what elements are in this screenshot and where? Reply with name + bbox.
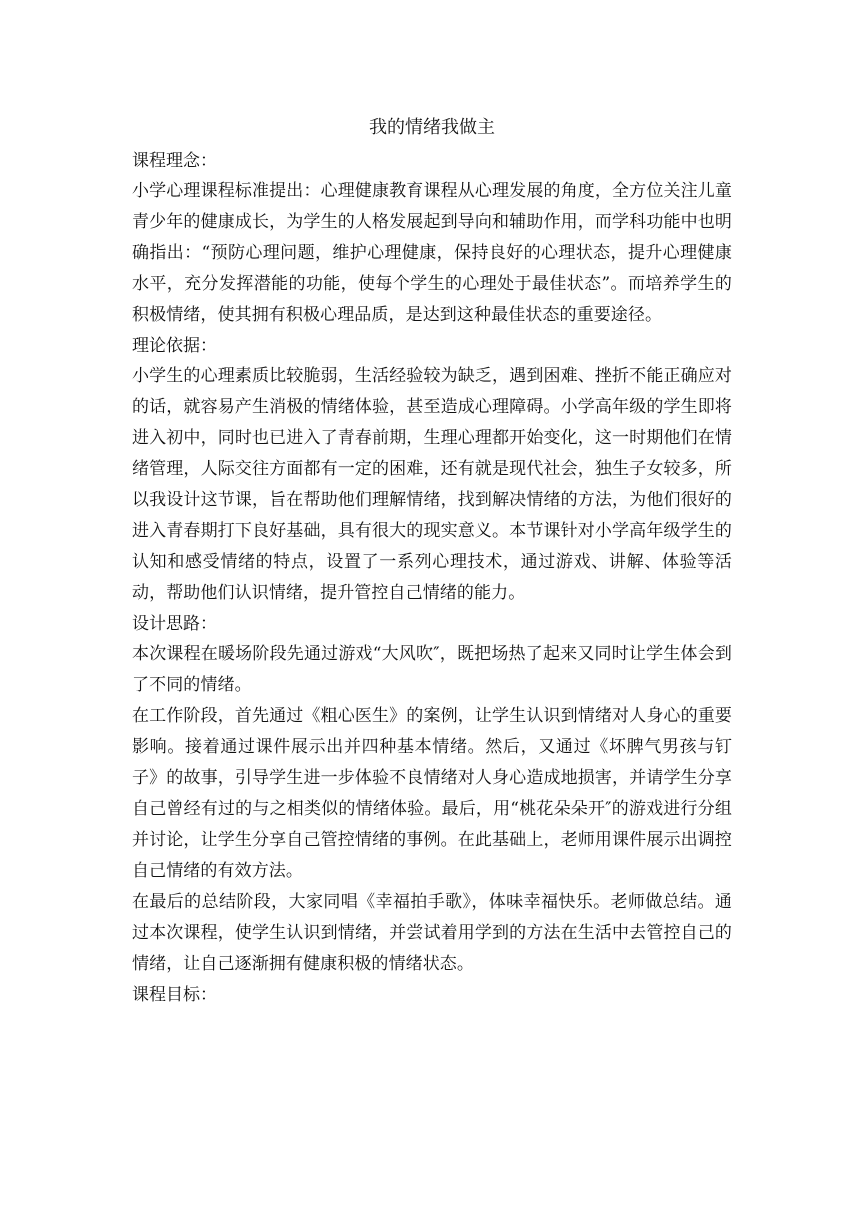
paragraph: 小学心理课程标准提出：心理健康教育课程从心理发展的角度，全方位关注儿童青少年的健康成长，为学生的人格发展起到导向和辅助作用，而学科功能中也明确指出：“预防心理问题，维护心理健康，保持良好的心理状态，提升心理健康水平，充分发挥潜能的功能，使每个学生的心理处于最佳状态”。而培养学生的积极情绪，使其拥有积极心理品质，是达到这种最佳状态的重要途径。 [132, 181, 732, 325]
paragraph: 在最后的总结阶段，大家同唱《幸福拍手歌》，体味幸福快乐。老师做总结。通过本次课程，使学生认识到情绪，并尝试着用学到的方法在生活中去管控自己的情绪，让自己逐渐拥有健康积极的情绪状态。 [132, 892, 732, 974]
section-heading-goals: 课程目标： [132, 985, 217, 1005]
document-title: 我的情绪我做主 [369, 117, 495, 138]
section-heading-theory: 理论依据： [132, 336, 217, 356]
document-page [132, 112, 732, 1010]
section-heading-design: 设计思路： [132, 614, 217, 634]
paragraph: 小学生的心理素质比较脆弱，生活经验较为缺乏，遇到困难、挫折不能正确应对的话，就容易产生消极的情绪体验，甚至造成心理障碍。小学高年级的学生即将进入初中，同时也已进入了青春前期，生理心理都开始变化，这一时期他们在情绪管理，人际交往方面都有一定的困难，还有就是现代社会，独生子女较多，所以我设计这节课，旨在帮助他们理解情绪，找到解决情绪的方法，为他们很好的进入青春期打下良好基础，具有很大的现实意义。本节课针对小学高年级学生的认知和感受情绪的特点，设置了一系列心理技术，通过游戏、讲解、体验等活动，帮助他们认识情绪，提升管控自己情绪的能力。 [132, 366, 732, 603]
paragraph: 在工作阶段，首先通过《粗心医生》的案例，让学生认识到情绪对人身心的重要影响。接着通过课件展示出并四种基本情绪。然后，又通过《坏脾气男孩与钉子》的故事，引导学生进一步体验不良情绪对人身心造成地损害，并请学生分享自己曾经有过的与之相类似的情绪体验。最后，用“桃花朵朵开″的游戏进行分组并讨论，让学生分享自己管控情绪的事例。在此基础上，老师用课件展示出调控自己情绪的有效方法。 [132, 706, 732, 881]
section-heading-concept: 课程理念： [132, 151, 217, 171]
paragraph: 本次课程在暖场阶段先通过游戏“大风吹″，既把场热了起来又同时让学生体会到了不同的情绪。 [132, 644, 732, 695]
